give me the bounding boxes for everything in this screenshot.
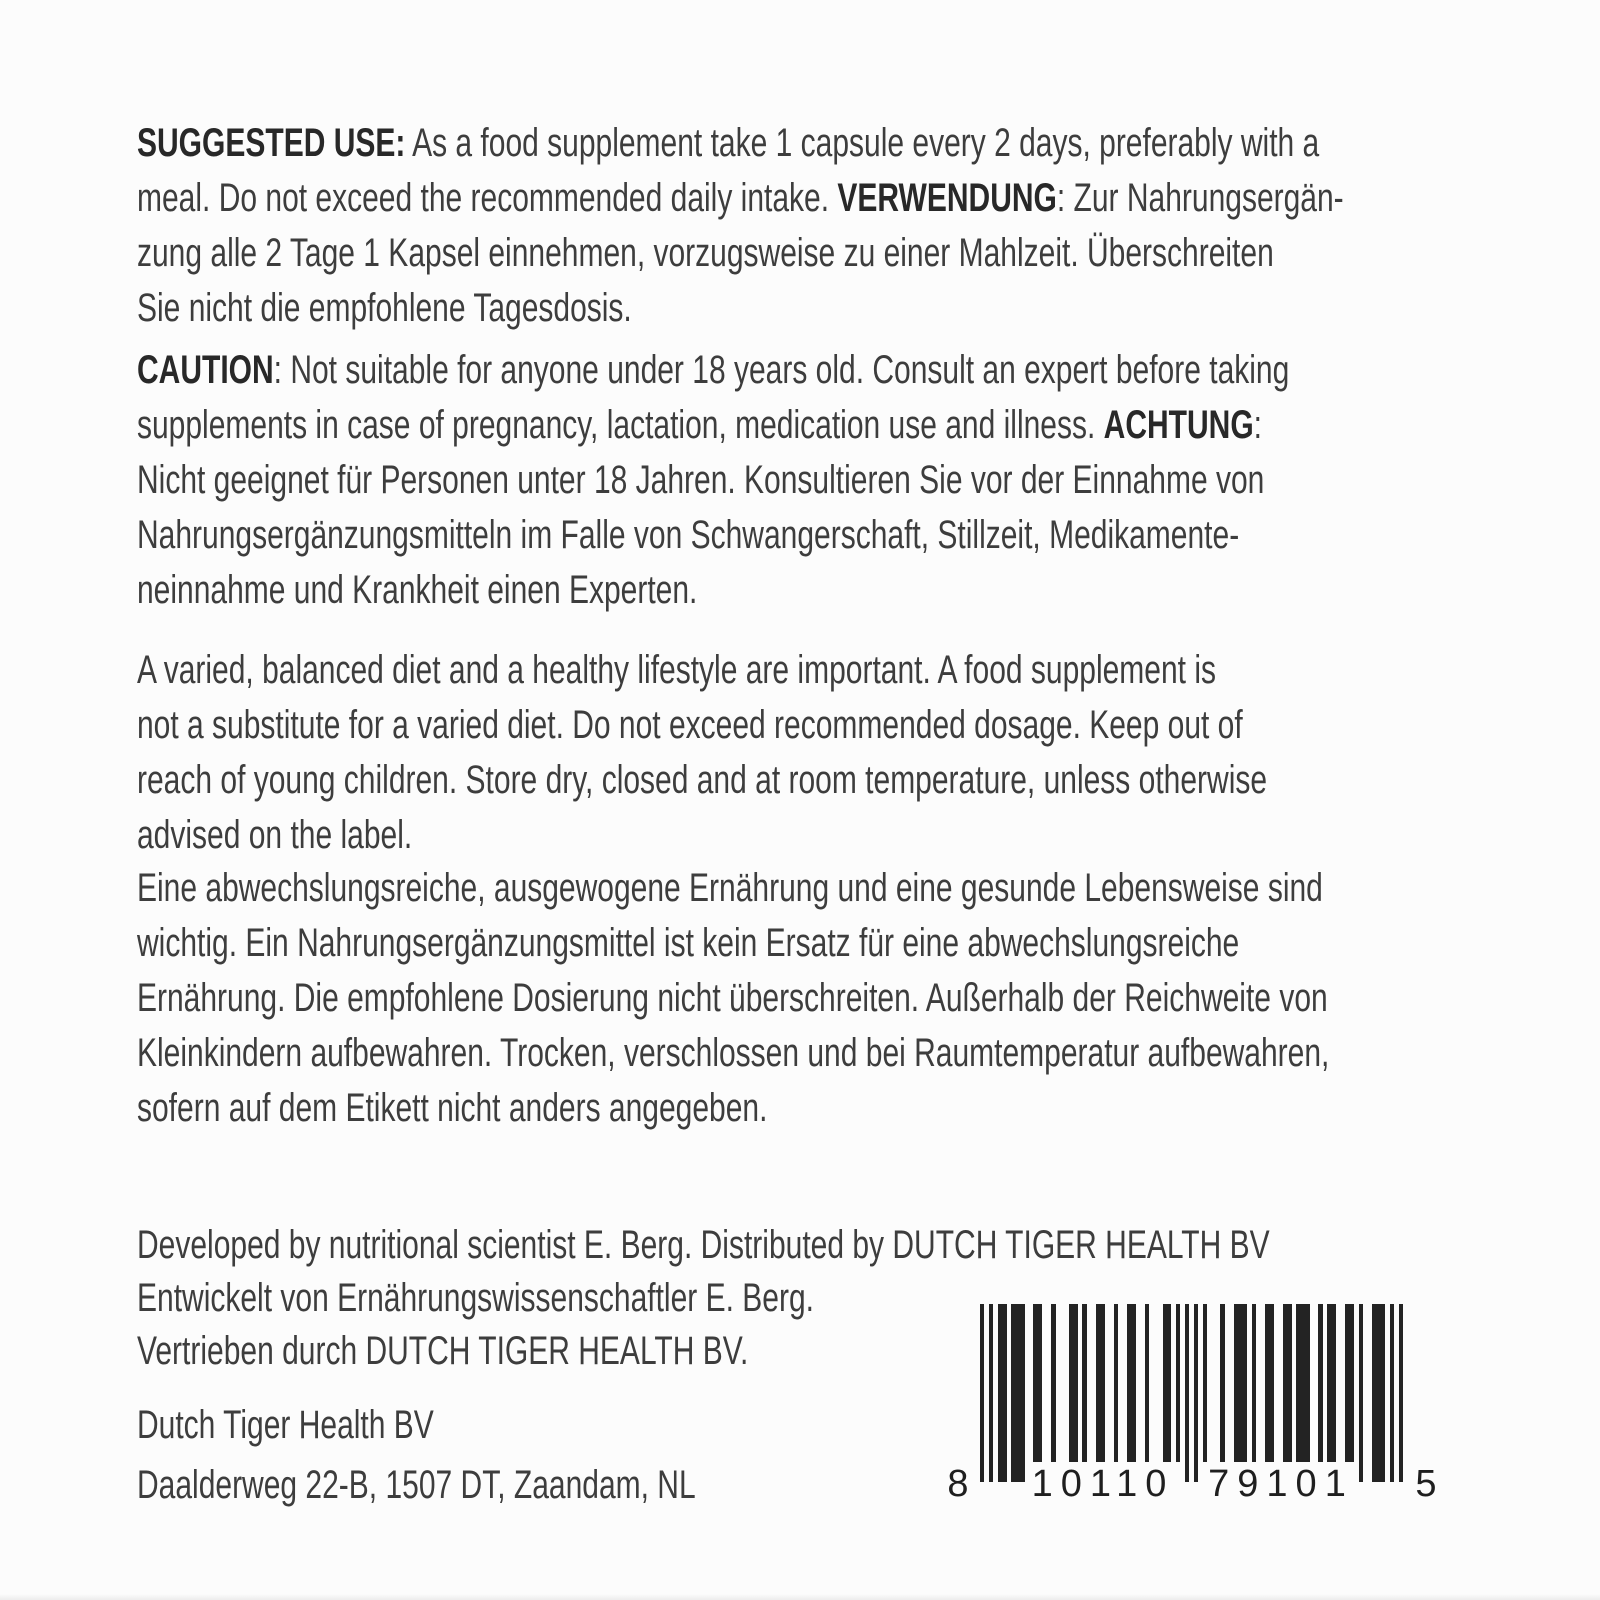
text-line: Dutch Tiger Health BV (137, 1403, 434, 1447)
barcode-digits-group1: 10110 (1031, 1463, 1175, 1505)
advisory-english-paragraph (137, 643, 1457, 863)
barcode-digit-lead: 8 (947, 1463, 969, 1505)
barcode (947, 1304, 1437, 1509)
text-line: Daalderweg 22-B, 1507 DT, Zaandam, NL (137, 1463, 696, 1507)
text-line: zung alle 2 Tage 1 Kapsel einnehmen, vorzugsweise zu einer Mahlzeit. Überschreiten (137, 231, 1274, 275)
text-line: Sie nicht die empfohlene Tagesdosis. (137, 286, 632, 330)
text-line: advised on the label. (137, 813, 413, 857)
text-line: Entwickelt von Ernährungswissenschaftler E. Berg. (137, 1276, 814, 1320)
text-line: Nahrungsergänzungsmitteln im Falle von Schwangerschaft, Stillzeit, Medikamente- (137, 513, 1240, 557)
scan-edge-shadow (0, 1594, 1600, 1600)
text-line: Vertrieben durch DUTCH TIGER HEALTH BV. (137, 1329, 749, 1373)
text-line: neinnahme und Krankheit einen Experten. (137, 568, 698, 612)
advisory-german-paragraph (137, 861, 1457, 1136)
text-line: Kleinkindern aufbewahren. Trocken, verschlossen und bei Raumtemperatur aufbewahren, (137, 1031, 1330, 1075)
suggested-use-paragraph (137, 116, 1457, 336)
text-line: sofern auf dem Etikett nicht anders angegeben. (137, 1086, 768, 1130)
text-line: supplements in case of pregnancy, lactation, medication use and illness. ACHTUNG: (137, 403, 1262, 447)
barcode-bars (980, 1304, 1403, 1482)
text-line: wichtig. Ein Nahrungsergänzungsmittel ist kein Ersatz für eine abwechslungsreiche (137, 921, 1240, 965)
text-line: SUGGESTED USE: As a food supplement take 1 capsule every 2 days, preferably with a (137, 121, 1320, 165)
text-line: CAUTION: Not suitable for anyone under 18 years old. Consult an expert before taking (137, 348, 1290, 392)
text-line: meal. Do not exceed the recommended daily intake. VERWENDUNG: Zur Nahrungsergän- (137, 176, 1344, 220)
text-line: Nicht geeignet für Personen unter 18 Jahren. Konsultieren Sie vor der Einnahme von (137, 458, 1265, 502)
barcode-digits-group2: 79101 (1208, 1463, 1354, 1505)
text-line: Eine abwechslungsreiche, ausgewogene Ernährung und eine gesunde Lebensweise sind (137, 866, 1323, 910)
text-line: not a substitute for a varied diet. Do not exceed recommended dosage. Keep out of (137, 703, 1243, 747)
text-line: reach of young children. Store dry, closed and at room temperature, unless otherwise (137, 758, 1268, 802)
barcode-digit-check: 5 (1415, 1463, 1437, 1505)
barcode-module (1399, 1304, 1403, 1482)
text-line: Ernährung. Die empfohlene Dosierung nicht überschreiten. Außerhalb der Reichweite von (137, 976, 1328, 1020)
text-line: A varied, balanced diet and a healthy lifestyle are important. A food supplement is (137, 648, 1217, 692)
caution-paragraph (137, 343, 1457, 618)
text-line: Developed by nutritional scientist E. Berg. Distributed by DUTCH TIGER HEALTH BV (137, 1223, 1270, 1267)
